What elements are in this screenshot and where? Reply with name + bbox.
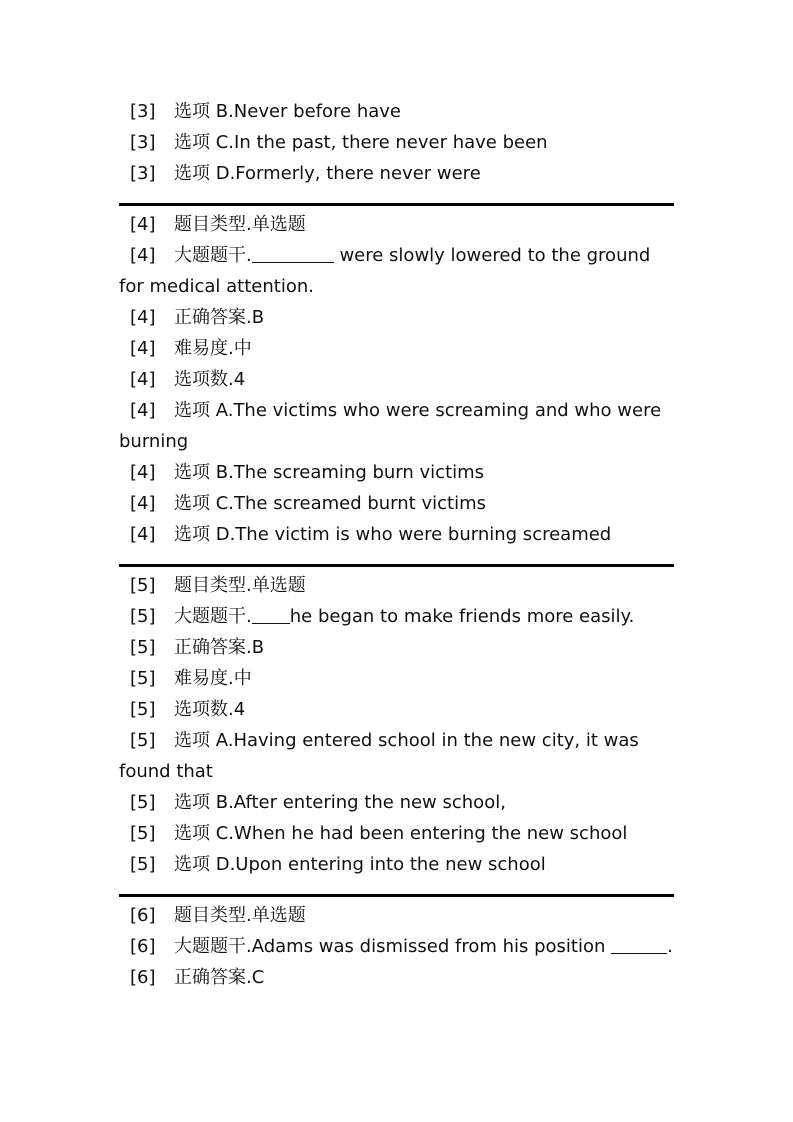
question-block-5	[119, 570, 674, 897]
option-b-line	[119, 96, 674, 127]
question-number: [4]	[130, 338, 156, 359]
answer-blank	[611, 935, 667, 954]
stem-prefix: 大题题干.	[174, 245, 252, 266]
question-number: [4]	[130, 462, 156, 483]
question-number: [5]	[130, 637, 156, 658]
correct-answer-line	[119, 302, 674, 333]
correct-answer-line	[119, 962, 674, 993]
question-number: [4]	[130, 493, 156, 514]
answer-blank	[252, 244, 334, 263]
option-text: 选项 D.The victim is who were burning screamed	[174, 524, 612, 545]
question-number: [6]	[130, 967, 156, 988]
question-stem-line	[119, 931, 674, 962]
question-number: [4]	[130, 214, 156, 235]
option-text: 选项 B.After entering the new school,	[174, 792, 506, 813]
stem-prefix: 大题题干.Adams was dismissed from his position	[174, 936, 612, 957]
option-b-line	[119, 787, 674, 818]
question-number: [3]	[130, 101, 156, 122]
question-block-4	[119, 209, 674, 567]
option-a-line	[119, 395, 674, 457]
option-count-text: 选项数.4	[174, 699, 246, 720]
option-text: 选项 A.The victims who were screaming and who were burning	[119, 400, 662, 452]
difficulty-text: 难易度.中	[174, 338, 252, 359]
question-number: [5]	[130, 575, 156, 596]
stem-suffix: were slowly lowered to the ground for medical attention.	[119, 245, 651, 297]
difficulty-line	[119, 663, 674, 694]
option-b-line	[119, 457, 674, 488]
question-type-text: 题目类型.单选题	[174, 905, 306, 926]
question-type-text: 题目类型.单选题	[174, 575, 306, 596]
option-text: 选项 D.Upon entering into the new school	[174, 854, 546, 875]
option-text: 选项 C.When he had been entering the new school	[174, 823, 628, 844]
question-number: [6]	[130, 905, 156, 926]
question-block-3	[119, 96, 674, 206]
correct-answer-text: 正确答案.B	[174, 637, 265, 658]
section-divider	[119, 894, 674, 897]
correct-answer-text: 正确答案.C	[174, 967, 265, 988]
stem-suffix: he began to make friends more easily.	[289, 606, 635, 627]
question-number: [5]	[130, 606, 156, 627]
difficulty-line	[119, 333, 674, 364]
option-text: 选项 C.The screamed burnt victims	[174, 493, 486, 514]
question-number: [5]	[130, 854, 156, 875]
question-block-6	[119, 900, 674, 993]
question-type-line	[119, 900, 674, 931]
option-c-line	[119, 488, 674, 519]
stem-suffix: .	[667, 936, 673, 957]
question-content	[119, 96, 674, 993]
question-number: [6]	[130, 936, 156, 957]
question-number: [4]	[130, 400, 156, 421]
question-stem-line	[119, 601, 674, 632]
question-number: [3]	[130, 163, 156, 184]
option-text: 选项 B.Never before have	[174, 101, 401, 122]
option-text: 选项 B.The screaming burn victims	[174, 462, 485, 483]
section-divider	[119, 203, 674, 206]
question-number: [5]	[130, 792, 156, 813]
difficulty-text: 难易度.中	[174, 668, 252, 689]
correct-answer-line	[119, 632, 674, 663]
question-number: [5]	[130, 730, 156, 751]
correct-answer-text: 正确答案.B	[174, 307, 265, 328]
option-count-line	[119, 694, 674, 725]
stem-prefix: 大题题干.	[174, 606, 252, 627]
question-number: [3]	[130, 132, 156, 153]
question-type-line	[119, 209, 674, 240]
question-number: [4]	[130, 524, 156, 545]
option-text: 选项 D.Formerly, there never were	[174, 163, 481, 184]
section-divider	[119, 564, 674, 567]
question-type-line	[119, 570, 674, 601]
option-d-line	[119, 158, 674, 189]
option-text: 选项 C.In the past, there never have been	[174, 132, 548, 153]
option-count-line	[119, 364, 674, 395]
option-c-line	[119, 127, 674, 158]
question-number: [5]	[130, 668, 156, 689]
option-count-text: 选项数.4	[174, 369, 246, 390]
option-d-line	[119, 519, 674, 550]
question-stem-line	[119, 240, 674, 302]
question-number: [5]	[130, 823, 156, 844]
option-c-line	[119, 818, 674, 849]
option-d-line	[119, 849, 674, 880]
question-number: [4]	[130, 307, 156, 328]
question-number: [5]	[130, 699, 156, 720]
option-a-line	[119, 725, 674, 787]
question-number: [4]	[130, 245, 156, 266]
option-text: 选项 A.Having entered school in the new city, it was found that	[119, 730, 639, 782]
question-number: [4]	[130, 369, 156, 390]
answer-blank	[252, 605, 290, 624]
question-type-text: 题目类型.单选题	[174, 214, 306, 235]
